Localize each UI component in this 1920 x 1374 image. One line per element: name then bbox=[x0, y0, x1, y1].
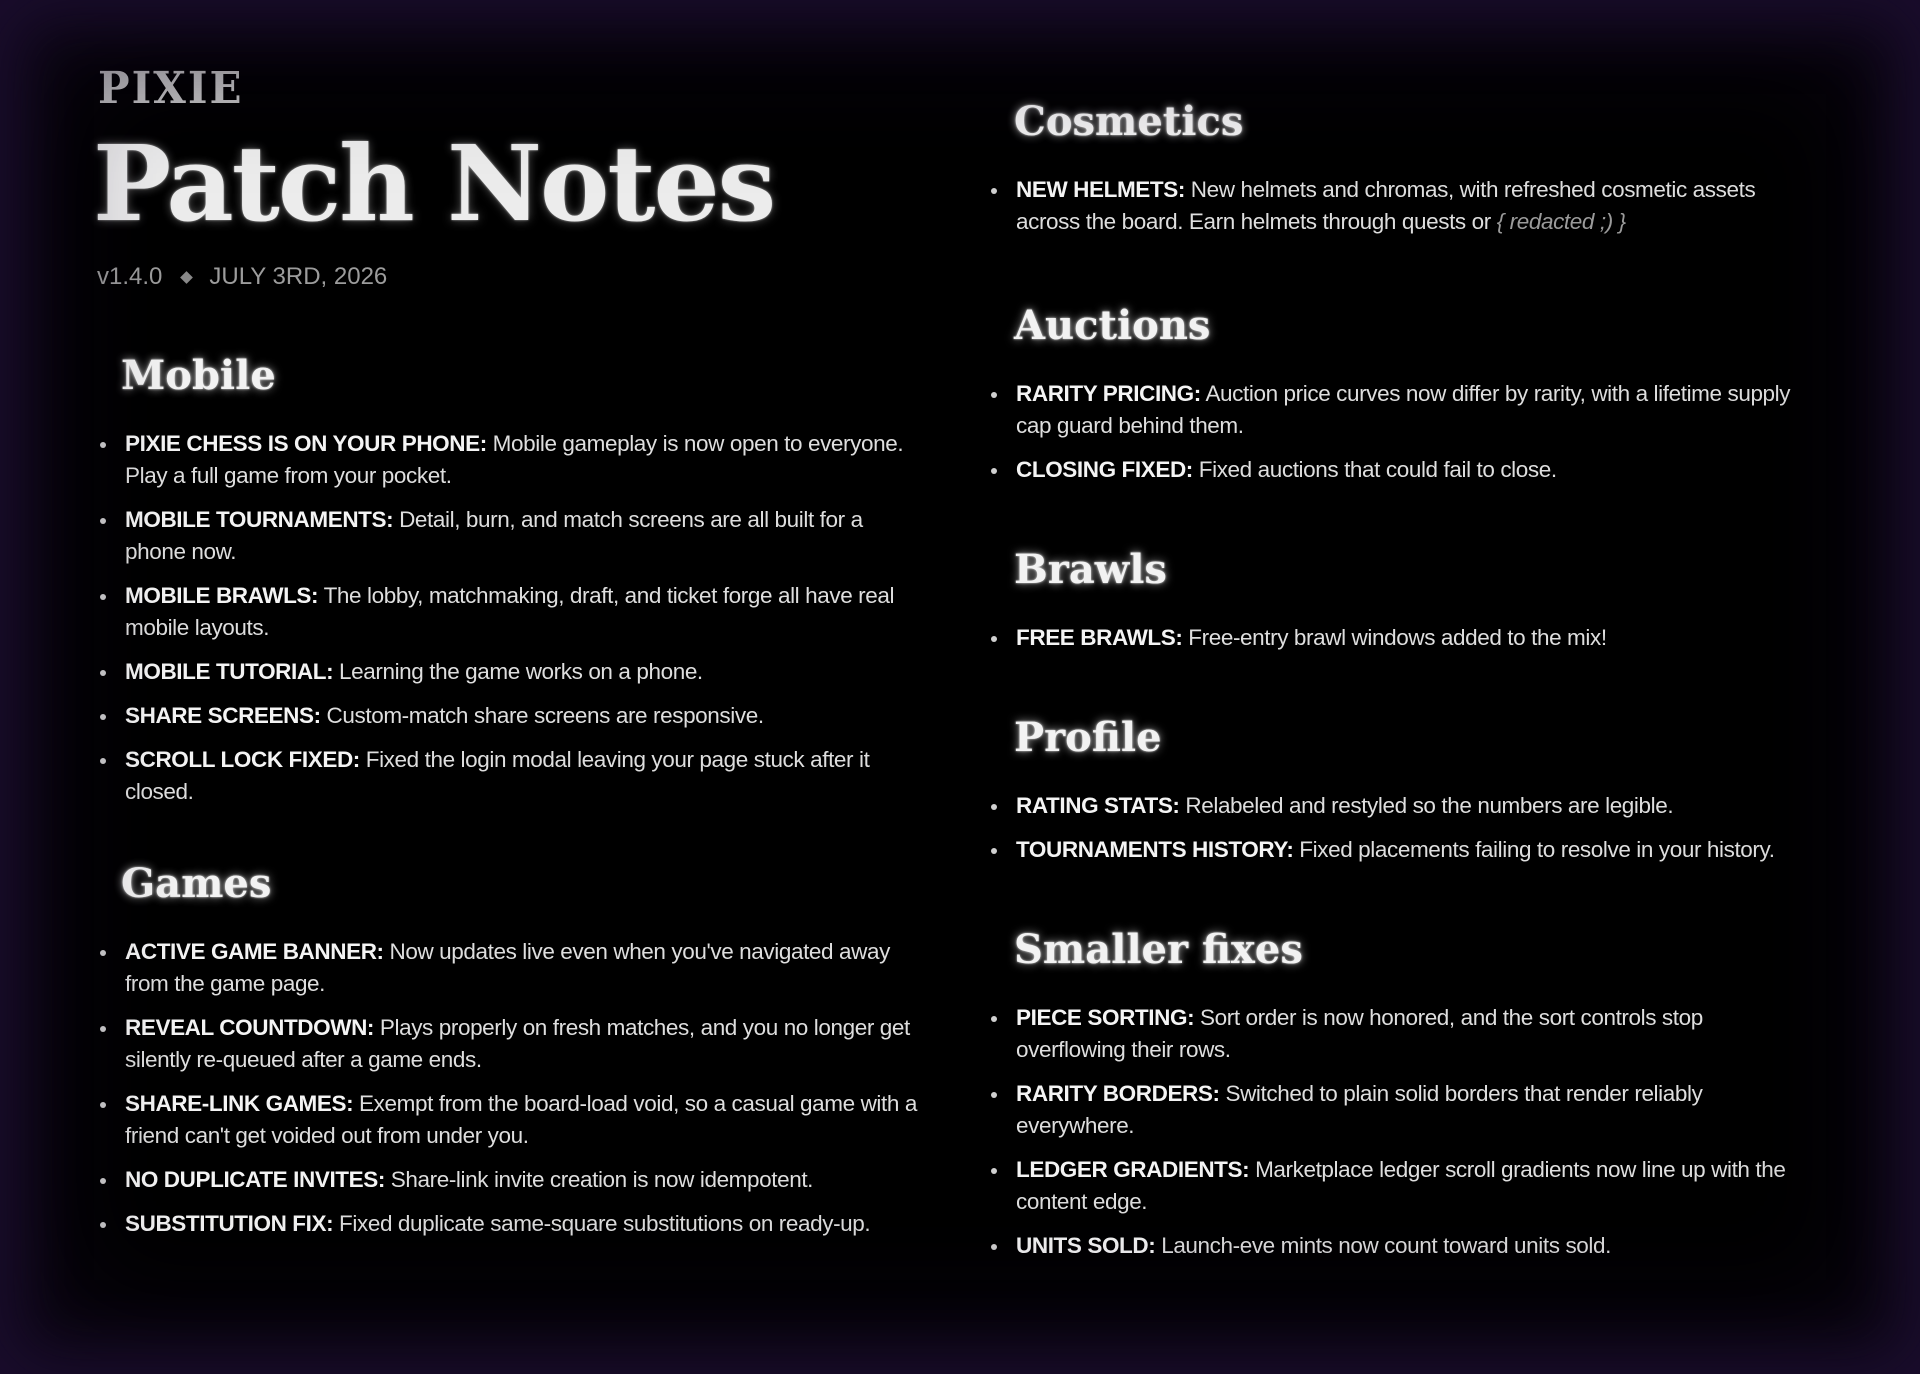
note-item bbox=[97, 580, 927, 644]
note-text: Learning the game works on a phone. bbox=[333, 659, 703, 684]
note-text: Plays properly on fresh matches, and you no longer get silently re-queued after a game ends. bbox=[125, 1015, 910, 1072]
note-item bbox=[97, 744, 927, 808]
note-label: LEDGER GRADIENTS: bbox=[1016, 1157, 1250, 1182]
note-text: Fixed the login modal leaving your page stuck after it closed. bbox=[125, 747, 870, 804]
note-item bbox=[97, 656, 927, 688]
note-text: Mobile gameplay is now open to everyone. Play a full game from your pocket. bbox=[125, 431, 904, 488]
brand-logo: PIXIE bbox=[98, 62, 244, 114]
note-item bbox=[97, 1164, 927, 1196]
section-cosmetics bbox=[988, 96, 1808, 238]
section-games bbox=[97, 858, 927, 1240]
note-text: Fixed auctions that could fail to close. bbox=[1192, 457, 1557, 482]
note-item bbox=[97, 936, 927, 1000]
note-text: Relabeled and restyled so the numbers are legible. bbox=[1179, 793, 1674, 818]
note-label: NO DUPLICATE INVITES: bbox=[125, 1167, 385, 1192]
release-meta bbox=[97, 262, 927, 292]
note-text: Detail, burn, and match screens are all built for a phone now. bbox=[125, 507, 863, 564]
notes-list bbox=[988, 1002, 1808, 1262]
note-item bbox=[988, 834, 1808, 866]
note-item bbox=[97, 1208, 927, 1240]
note-label: MOBILE BRAWLS: bbox=[125, 583, 319, 608]
release-date: JULY 3RD, 2026 bbox=[209, 263, 388, 290]
notes-list bbox=[97, 428, 927, 808]
note-text: The lobby, matchmaking, draft, and ticket forge all have real mobile layouts. bbox=[125, 583, 895, 640]
note-item bbox=[988, 1078, 1808, 1142]
section-auctions bbox=[988, 300, 1808, 486]
section-title: Brawls bbox=[1014, 546, 1167, 593]
section-profile bbox=[988, 712, 1808, 866]
note-text: Switched to plain solid borders that render reliably everywhere. bbox=[1016, 1081, 1703, 1138]
note-text: Fixed duplicate same-square substitutions on ready-up. bbox=[333, 1211, 871, 1236]
note-label: SHARE SCREENS: bbox=[125, 703, 321, 728]
note-label: PIXIE CHESS IS ON YOUR PHONE: bbox=[125, 431, 487, 456]
note-label: UNITS SOLD: bbox=[1016, 1233, 1156, 1258]
note-text: Exempt from the board-load void, so a casual game with a friend can't get voided out from under you. bbox=[125, 1091, 917, 1148]
note-label: PIECE SORTING: bbox=[1016, 1005, 1195, 1030]
section-brawls bbox=[988, 544, 1808, 654]
redacted-note: { redacted ;) } bbox=[1496, 209, 1626, 234]
page-title: Patch Notes bbox=[93, 122, 775, 245]
note-item bbox=[97, 1012, 927, 1076]
note-label: RATING STATS: bbox=[1016, 793, 1180, 818]
note-item bbox=[988, 1154, 1808, 1218]
note-item bbox=[988, 1002, 1808, 1066]
note-label: SUBSTITUTION FIX: bbox=[125, 1211, 334, 1236]
note-item bbox=[97, 1088, 927, 1152]
section-title: Mobile bbox=[121, 352, 276, 399]
note-item bbox=[988, 454, 1808, 486]
section-title: Cosmetics bbox=[1014, 98, 1244, 145]
note-item bbox=[988, 622, 1808, 654]
note-text: New helmets and chromas, with refreshed cosmetic assets across the board. Earn helmets through quests or bbox=[1016, 177, 1756, 234]
note-label: RARITY BORDERS: bbox=[1016, 1081, 1220, 1106]
note-label: RARITY PRICING: bbox=[1016, 381, 1201, 406]
note-item bbox=[988, 378, 1808, 442]
note-label: SCROLL LOCK FIXED: bbox=[125, 747, 360, 772]
note-label: SHARE-LINK GAMES: bbox=[125, 1091, 354, 1116]
note-label: TOURNAMENTS HISTORY: bbox=[1016, 837, 1294, 862]
note-label: CLOSING FIXED: bbox=[1016, 457, 1193, 482]
note-label: FREE BRAWLS: bbox=[1016, 625, 1183, 650]
section-mobile bbox=[97, 350, 927, 808]
note-text: Auction price curves now differ by rarity, with a lifetime supply cap guard behind them. bbox=[1016, 381, 1791, 438]
right-column bbox=[988, 96, 1808, 1274]
section-smaller-fixes bbox=[988, 924, 1808, 1262]
note-label: ACTIVE GAME BANNER: bbox=[125, 939, 384, 964]
notes-list bbox=[988, 790, 1808, 866]
note-text: Custom-match share screens are responsive. bbox=[320, 703, 764, 728]
note-label: REVEAL COUNTDOWN: bbox=[125, 1015, 375, 1040]
section-title: Smaller fixes bbox=[1014, 926, 1303, 973]
left-column bbox=[93, 62, 927, 1252]
note-item bbox=[97, 428, 927, 492]
section-title: Games bbox=[121, 860, 272, 907]
note-label: NEW HELMETS: bbox=[1016, 177, 1185, 202]
note-item bbox=[988, 174, 1808, 238]
diamond-separator-icon bbox=[181, 271, 194, 284]
note-text: Launch-eve mints now count toward units sold. bbox=[1155, 1233, 1611, 1258]
notes-list bbox=[988, 622, 1808, 654]
note-item bbox=[97, 504, 927, 568]
note-text: Sort order is now honored, and the sort controls stop overflowing their rows. bbox=[1016, 1005, 1703, 1062]
note-text: Share-link invite creation is now idempotent. bbox=[384, 1167, 814, 1192]
section-title: Auctions bbox=[1014, 302, 1211, 349]
note-item bbox=[988, 1230, 1808, 1262]
notes-list bbox=[988, 378, 1808, 486]
note-text: Now updates live even when you've navigated away from the game page. bbox=[125, 939, 890, 996]
section-title: Profile bbox=[1014, 714, 1162, 761]
notes-list bbox=[988, 174, 1808, 238]
note-text: Fixed placements failing to resolve in your history. bbox=[1293, 837, 1775, 862]
note-item bbox=[988, 790, 1808, 822]
note-label: MOBILE TUTORIAL: bbox=[125, 659, 334, 684]
note-text: Marketplace ledger scroll gradients now line up with the content edge. bbox=[1016, 1157, 1786, 1214]
note-label: MOBILE TOURNAMENTS: bbox=[125, 507, 394, 532]
note-item bbox=[97, 700, 927, 732]
notes-list bbox=[97, 936, 927, 1240]
version-label: v1.4.0 bbox=[97, 263, 163, 290]
note-text: Free-entry brawl windows added to the mix! bbox=[1182, 625, 1607, 650]
